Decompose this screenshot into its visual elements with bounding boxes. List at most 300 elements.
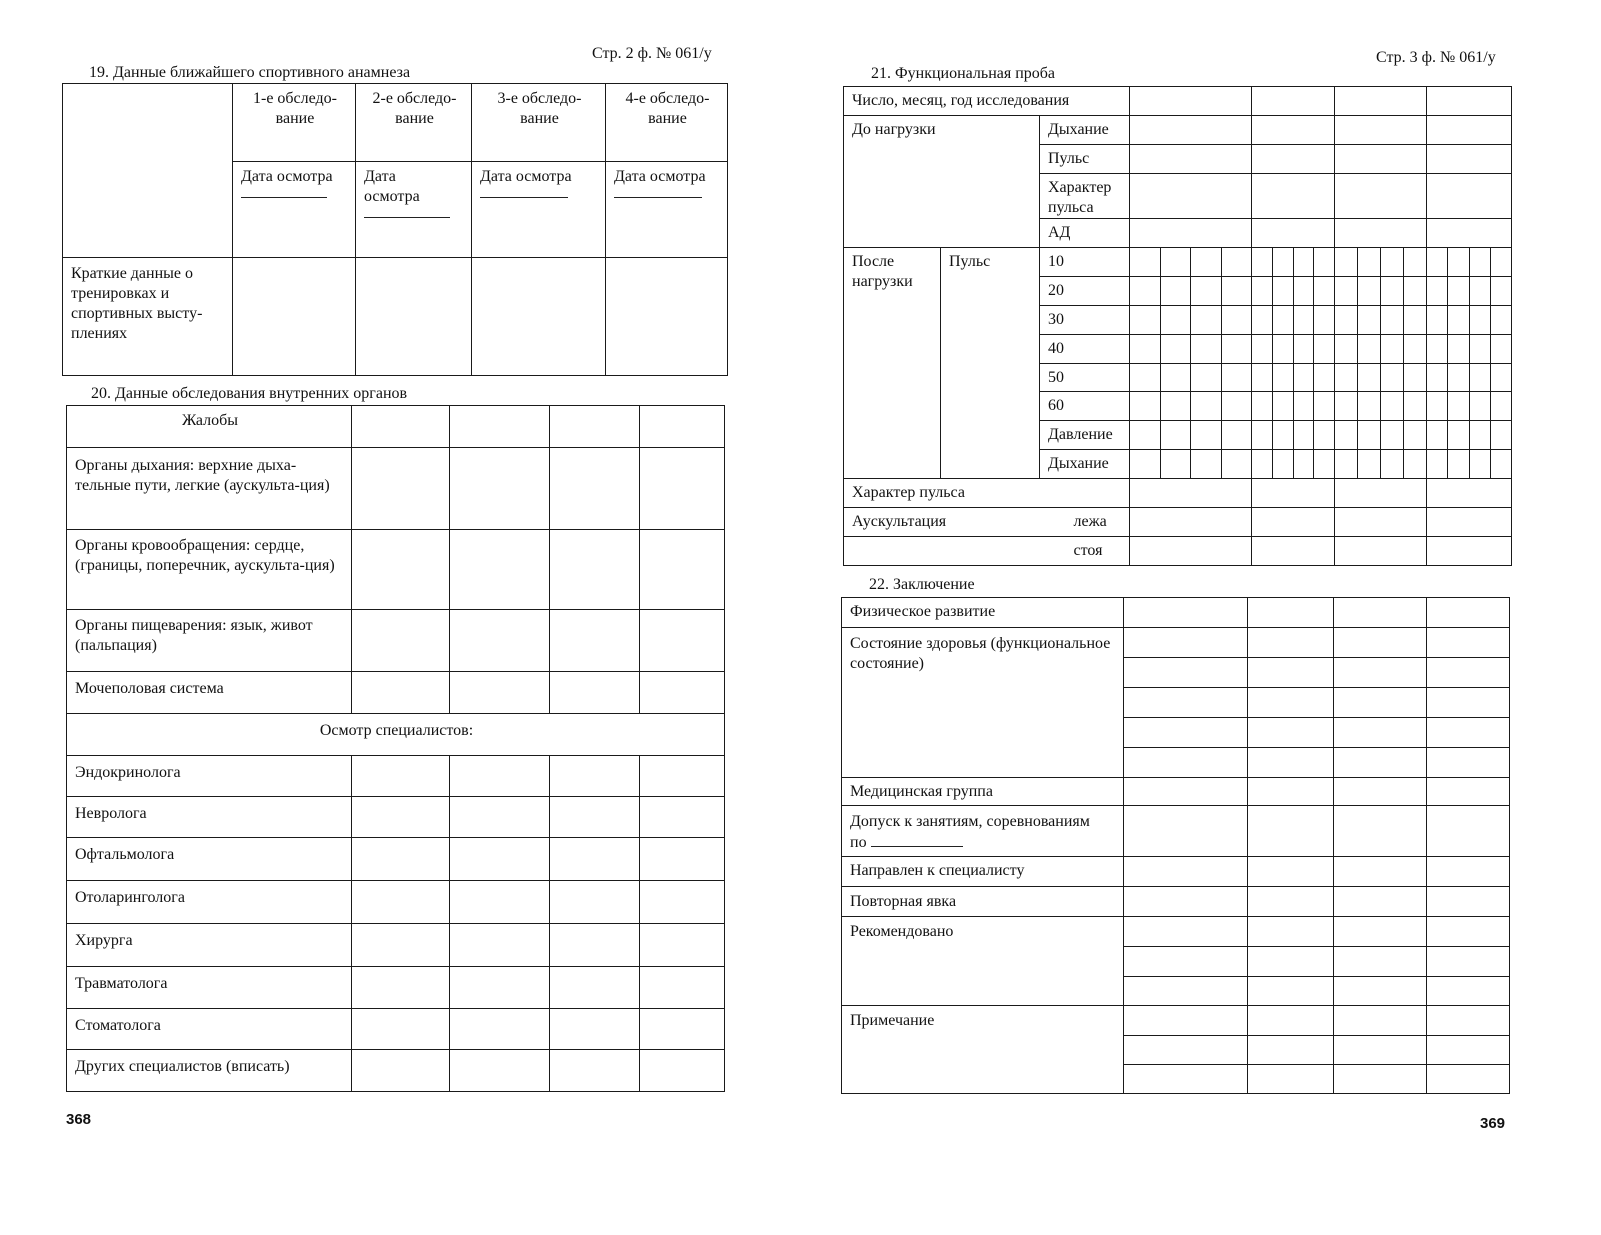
conclusion-cell[interactable] [1248,598,1334,628]
test-value-cell[interactable] [1427,479,1512,508]
test-value-subcell[interactable] [1381,248,1404,277]
test-value-cell[interactable] [1252,219,1335,248]
page-number-right: 369 [1480,1115,1506,1132]
conclusion-cell[interactable] [1427,748,1510,778]
test-value-subcell[interactable] [1335,392,1358,421]
test-value-subcell[interactable] [1191,421,1222,450]
conclusion-cell[interactable] [1334,688,1427,718]
organ-exam-cell[interactable] [640,448,725,530]
conclusion-cell[interactable] [1248,658,1334,688]
test-value-subcell[interactable] [1335,306,1358,335]
test-value-subcell[interactable] [1160,248,1191,277]
specialist-exam-cell[interactable] [640,1050,725,1092]
specialist-exam-cell[interactable] [352,924,450,967]
test-value-subcell[interactable] [1335,364,1358,392]
test-value-subcell[interactable] [1314,306,1335,335]
test-value-cell[interactable] [1335,479,1427,508]
specialist-exam-cell[interactable] [640,924,725,967]
test-value-cell[interactable] [1335,219,1427,248]
test-value-subcell[interactable] [1160,392,1191,421]
organ-exam-cell[interactable] [550,448,640,530]
conclusion-cell[interactable] [1427,658,1510,688]
organ-exam-cell[interactable] [550,610,640,672]
test-value-subcell[interactable] [1358,248,1381,277]
test-value-subcell[interactable] [1130,248,1161,277]
organ-exam-cell[interactable] [352,448,450,530]
exam-date-cell[interactable] [356,162,472,258]
test-value-subcell[interactable] [1252,277,1273,306]
test-value-subcell[interactable] [1293,364,1314,392]
organ-exam-cell[interactable] [640,610,725,672]
conclusion-cell[interactable] [1334,1065,1427,1094]
test-value-subcell[interactable] [1272,248,1293,277]
test-value-subcell[interactable] [1272,421,1293,450]
specialist-exam-cell[interactable] [352,881,450,924]
exam-date-blank[interactable] [241,187,327,198]
organ-exam-cell[interactable] [640,672,725,714]
test-value-cell[interactable] [1130,219,1252,248]
test-value-subcell[interactable] [1381,392,1404,421]
test-value-subcell[interactable] [1427,277,1448,306]
conclusion-cell[interactable] [1124,718,1248,748]
test-value-subcell[interactable] [1252,450,1273,479]
test-value-cell[interactable] [1130,537,1252,566]
test-value-subcell[interactable] [1469,392,1490,421]
test-value-subcell[interactable] [1130,335,1161,364]
test-value-subcell[interactable] [1314,248,1335,277]
conclusion-cell[interactable] [1334,748,1427,778]
test-value-cell[interactable] [1130,174,1252,219]
conclusion-cell[interactable] [1124,1006,1248,1036]
conclusion-cell[interactable] [1248,628,1334,658]
conclusion-cell[interactable] [1248,688,1334,718]
test-value-subcell[interactable] [1381,364,1404,392]
organ-exam-cell[interactable] [640,530,725,610]
test-value-subcell[interactable] [1469,364,1490,392]
test-value-subcell[interactable] [1448,248,1469,277]
test-value-subcell[interactable] [1469,335,1490,364]
test-value-cell[interactable] [1335,508,1427,537]
training-summary-cell[interactable] [356,258,472,376]
test-value-cell[interactable] [1130,145,1252,174]
test-value-subcell[interactable] [1221,277,1252,306]
test-value-subcell[interactable] [1448,421,1469,450]
conclusion-cell[interactable] [1334,1036,1427,1065]
conclusion-cell[interactable] [1334,947,1427,977]
specialist-exam-cell[interactable] [352,967,450,1009]
conclusion-cell[interactable] [1248,718,1334,748]
test-value-subcell[interactable] [1381,450,1404,479]
test-value-subcell[interactable] [1448,450,1469,479]
specialist-exam-cell[interactable] [640,1009,725,1050]
test-value-subcell[interactable] [1358,364,1381,392]
test-value-subcell[interactable] [1191,450,1222,479]
organ-exam-cell[interactable] [550,530,640,610]
organ-exam-cell[interactable] [640,406,725,448]
test-value-subcell[interactable] [1314,421,1335,450]
conclusion-cell[interactable] [1427,917,1510,947]
conclusion-cell[interactable] [1124,658,1248,688]
test-value-subcell[interactable] [1381,421,1404,450]
conclusion-cell[interactable] [1427,688,1510,718]
test-value-subcell[interactable] [1252,335,1273,364]
test-value-subcell[interactable] [1314,277,1335,306]
note-label: Примечание [842,1006,1124,1094]
conclusion-cell[interactable] [1124,947,1248,977]
specialist-exam-cell[interactable] [450,1009,550,1050]
test-value-subcell[interactable] [1130,392,1161,421]
test-value-subcell[interactable] [1490,277,1511,306]
conclusion-cell[interactable] [1248,778,1334,806]
organ-exam-cell[interactable] [352,672,450,714]
organ-exam-cell[interactable] [450,406,550,448]
conclusion-cell[interactable] [1248,1065,1334,1094]
conclusion-cell[interactable] [1248,748,1334,778]
test-value-cell[interactable] [1252,508,1335,537]
specialist-exam-cell[interactable] [640,797,725,838]
specialist-exam-cell[interactable] [640,881,725,924]
specialist-exam-cell[interactable] [640,967,725,1009]
test-value-cell[interactable] [1335,145,1427,174]
test-value-subcell[interactable] [1272,335,1293,364]
conclusion-cell[interactable] [1427,887,1510,917]
conclusion-cell[interactable] [1124,778,1248,806]
test-value-cell[interactable] [1252,479,1335,508]
test-value-subcell[interactable] [1272,306,1293,335]
organ-exam-cell[interactable] [450,530,550,610]
test-value-subcell[interactable] [1381,335,1404,364]
specialist-exam-cell[interactable] [640,756,725,797]
test-value-cell[interactable] [1427,174,1512,219]
exam-date-blank[interactable] [480,187,568,198]
conclusion-cell[interactable] [1124,628,1248,658]
test-value-subcell[interactable] [1404,450,1427,479]
conclusion-cell[interactable] [1334,857,1427,887]
exam-date-blank[interactable] [614,187,702,198]
specialist-exam-cell[interactable] [550,797,640,838]
test-value-subcell[interactable] [1404,277,1427,306]
physical-development-label: Физическое развитие [842,598,1124,628]
test-value-cell[interactable] [1252,174,1335,219]
test-value-subcell[interactable] [1469,421,1490,450]
conclusion-cell[interactable] [1124,977,1248,1006]
test-value-cell[interactable] [1130,479,1252,508]
conclusion-cell[interactable] [1124,806,1248,857]
test-value-subcell[interactable] [1427,306,1448,335]
organ-exam-cell[interactable] [550,406,640,448]
conclusion-cell[interactable] [1427,857,1510,887]
test-value-subcell[interactable] [1427,421,1448,450]
test-value-subcell[interactable] [1191,248,1222,277]
specialist-exam-cell[interactable] [550,1050,640,1092]
specialist-label: Невролога [67,797,352,838]
test-value-subcell[interactable] [1293,335,1314,364]
test-value-subcell[interactable] [1469,306,1490,335]
auscultation-label: Аускультация [844,508,1040,537]
test-value-subcell[interactable] [1314,364,1335,392]
test-value-cell[interactable] [1252,116,1335,145]
test-value-subcell[interactable] [1221,421,1252,450]
test-value-subcell[interactable] [1252,248,1273,277]
test-value-subcell[interactable] [1272,364,1293,392]
test-value-cell[interactable] [1427,219,1512,248]
organ-exam-cell[interactable] [550,672,640,714]
conclusion-cell[interactable] [1427,1065,1510,1094]
test-value-subcell[interactable] [1427,364,1448,392]
test-value-subcell[interactable] [1427,335,1448,364]
test-value-cell[interactable] [1335,87,1427,116]
conclusion-cell[interactable] [1334,977,1427,1006]
test-value-subcell[interactable] [1191,277,1222,306]
test-value-subcell[interactable] [1358,277,1381,306]
test-value-subcell[interactable] [1448,277,1469,306]
test-value-subcell[interactable] [1130,421,1161,450]
conclusion-cell[interactable] [1248,1036,1334,1065]
test-value-subcell[interactable] [1160,306,1191,335]
conclusion-cell[interactable] [1124,688,1248,718]
conclusion-cell[interactable] [1248,917,1334,947]
test-value-subcell[interactable] [1469,248,1490,277]
test-value-cell[interactable] [1427,537,1512,566]
conclusion-cell[interactable] [1427,598,1510,628]
conclusion-cell[interactable] [1427,977,1510,1006]
test-value-subcell[interactable] [1427,248,1448,277]
sport-name-blank[interactable] [871,832,963,847]
test-value-subcell[interactable] [1381,277,1404,306]
test-value-subcell[interactable] [1358,335,1381,364]
conclusion-cell[interactable] [1248,887,1334,917]
test-value-subcell[interactable] [1404,364,1427,392]
exam-date-cell[interactable] [472,162,606,258]
test-value-subcell[interactable] [1130,364,1161,392]
test-value-subcell[interactable] [1469,277,1490,306]
test-value-cell[interactable] [1427,145,1512,174]
test-value-subcell[interactable] [1490,306,1511,335]
test-value-subcell[interactable] [1335,335,1358,364]
conclusion-cell[interactable] [1248,977,1334,1006]
test-value-subcell[interactable] [1490,248,1511,277]
test-value-cell[interactable] [1335,537,1427,566]
specialist-exam-cell[interactable] [450,924,550,967]
conclusion-cell[interactable] [1334,658,1427,688]
test-value-subcell[interactable] [1404,392,1427,421]
test-value-subcell[interactable] [1358,306,1381,335]
test-value-subcell[interactable] [1404,306,1427,335]
conclusion-cell[interactable] [1124,1036,1248,1065]
specialist-exam-cell[interactable] [450,797,550,838]
specialist-exam-cell[interactable] [550,756,640,797]
test-value-subcell[interactable] [1221,306,1252,335]
test-value-cell[interactable] [1427,116,1512,145]
test-value-subcell[interactable] [1221,248,1252,277]
pulse-character-label: Характер пульса [844,479,1130,508]
conclusion-cell[interactable] [1124,748,1248,778]
specialist-exam-cell[interactable] [352,756,450,797]
test-value-subcell[interactable] [1160,421,1191,450]
conclusion-cell[interactable] [1124,857,1248,887]
training-summary-cell[interactable] [472,258,606,376]
conclusion-cell[interactable] [1124,1065,1248,1094]
conclusion-cell[interactable] [1248,1006,1334,1036]
test-value-subcell[interactable] [1272,450,1293,479]
conclusion-cell[interactable] [1334,628,1427,658]
test-value-subcell[interactable] [1130,306,1161,335]
test-value-subcell[interactable] [1490,450,1511,479]
organ-exam-cell[interactable] [352,406,450,448]
specialist-exam-cell[interactable] [550,881,640,924]
test-value-cell[interactable] [1252,145,1335,174]
conclusion-cell[interactable] [1248,857,1334,887]
test-value-subcell[interactable] [1191,306,1222,335]
conclusion-cell[interactable] [1334,887,1427,917]
test-value-cell[interactable] [1335,174,1427,219]
test-value-subcell[interactable] [1335,421,1358,450]
conclusion-cell[interactable] [1427,778,1510,806]
specialist-exam-cell[interactable] [450,838,550,881]
test-value-cell[interactable] [1130,87,1252,116]
test-value-subcell[interactable] [1293,392,1314,421]
test-value-subcell[interactable] [1293,421,1314,450]
specialist-exam-cell[interactable] [550,924,640,967]
test-value-subcell[interactable] [1252,421,1273,450]
specialist-exam-cell[interactable] [352,797,450,838]
conclusion-cell[interactable] [1334,598,1427,628]
specialist-exam-cell[interactable] [450,756,550,797]
sports-admission-label: Допуск к занятиям, соревнованиям по [842,806,1124,857]
test-value-subcell[interactable] [1314,450,1335,479]
test-value-cell[interactable] [1335,116,1427,145]
test-value-subcell[interactable] [1469,450,1490,479]
test-value-subcell[interactable] [1404,248,1427,277]
test-value-subcell[interactable] [1191,364,1222,392]
conclusion-cell[interactable] [1427,947,1510,977]
test-value-subcell[interactable] [1130,450,1161,479]
conclusion-cell[interactable] [1427,806,1510,857]
test-value-subcell[interactable] [1335,248,1358,277]
specialists-header: Осмотр специалистов: [67,714,725,756]
specialist-exam-cell[interactable] [450,881,550,924]
conclusion-cell[interactable] [1124,598,1248,628]
conclusion-cell[interactable] [1427,718,1510,748]
specialist-exam-cell[interactable] [640,838,725,881]
specialist-label: Стоматолога [67,1009,352,1050]
conclusion-cell[interactable] [1427,628,1510,658]
test-value-subcell[interactable] [1314,335,1335,364]
specialist-exam-cell[interactable] [550,1009,640,1050]
training-summary-cell[interactable] [233,258,356,376]
specialist-exam-cell[interactable] [352,1050,450,1092]
conclusion-cell[interactable] [1248,947,1334,977]
after-load-label: После нагрузки [844,248,941,479]
test-value-subcell[interactable] [1448,392,1469,421]
specialist-exam-cell[interactable] [450,1050,550,1092]
test-value-cell[interactable] [1427,87,1512,116]
test-value-cell[interactable] [1252,537,1335,566]
test-value-subcell[interactable] [1404,421,1427,450]
test-value-subcell[interactable] [1252,364,1273,392]
training-summary-cell[interactable] [606,258,728,376]
conclusion-cell[interactable] [1427,1006,1510,1036]
specialist-exam-cell[interactable] [352,1009,450,1050]
test-value-subcell[interactable] [1490,421,1511,450]
test-value-subcell[interactable] [1490,364,1511,392]
conclusion-cell[interactable] [1334,1006,1427,1036]
test-value-subcell[interactable] [1160,450,1191,479]
test-value-subcell[interactable] [1293,450,1314,479]
test-value-cell[interactable] [1427,508,1512,537]
test-value-subcell[interactable] [1358,392,1381,421]
organ-exam-cell[interactable] [352,610,450,672]
organ-exam-cell[interactable] [450,448,550,530]
specialist-exam-cell[interactable] [352,838,450,881]
test-value-subcell[interactable] [1427,450,1448,479]
exam-date-blank[interactable] [364,207,450,218]
test-value-subcell[interactable] [1490,392,1511,421]
test-value-subcell[interactable] [1381,306,1404,335]
test-value-subcell[interactable] [1221,450,1252,479]
conclusion-cell[interactable] [1248,806,1334,857]
test-value-subcell[interactable] [1293,306,1314,335]
test-value-subcell[interactable] [1293,248,1314,277]
exam-date-cell[interactable] [606,162,728,258]
conclusion-cell[interactable] [1334,778,1427,806]
test-value-cell[interactable] [1130,508,1252,537]
test-value-subcell[interactable] [1252,306,1273,335]
test-value-subcell[interactable] [1272,277,1293,306]
test-value-subcell[interactable] [1358,421,1381,450]
organ-exam-cell[interactable] [352,530,450,610]
test-value-subcell[interactable] [1448,364,1469,392]
test-value-subcell[interactable] [1191,392,1222,421]
test-value-subcell[interactable] [1404,335,1427,364]
specialist-exam-cell[interactable] [550,838,640,881]
test-value-subcell[interactable] [1221,392,1252,421]
test-value-subcell[interactable] [1427,392,1448,421]
exam-date-cell[interactable] [233,162,356,258]
test-value-subcell[interactable] [1358,450,1381,479]
conclusion-cell[interactable] [1334,718,1427,748]
test-value-subcell[interactable] [1448,335,1469,364]
test-value-subcell[interactable] [1130,277,1161,306]
test-value-subcell[interactable] [1221,364,1252,392]
conclusion-cell[interactable] [1124,917,1248,947]
test-value-subcell[interactable] [1293,277,1314,306]
test-value-subcell[interactable] [1272,392,1293,421]
conclusion-cell[interactable] [1334,917,1427,947]
test-value-subcell[interactable] [1160,335,1191,364]
test-value-subcell[interactable] [1314,392,1335,421]
specialist-exam-cell[interactable] [450,967,550,1009]
test-value-subcell[interactable] [1335,450,1358,479]
test-value-subcell[interactable] [1160,277,1191,306]
test-value-subcell[interactable] [1191,335,1222,364]
test-value-subcell[interactable] [1160,364,1191,392]
after-load-item: 10 [1040,248,1130,277]
conclusion-cell[interactable] [1124,887,1248,917]
conclusion-cell[interactable] [1427,1036,1510,1065]
test-value-cell[interactable] [1252,87,1335,116]
test-value-cell[interactable] [1130,116,1252,145]
organ-exam-cell[interactable] [450,672,550,714]
conclusion-cell[interactable] [1334,806,1427,857]
test-value-subcell[interactable] [1335,277,1358,306]
organ-exam-cell[interactable] [450,610,550,672]
test-value-subcell[interactable] [1448,306,1469,335]
test-value-subcell[interactable] [1490,335,1511,364]
test-value-subcell[interactable] [1221,335,1252,364]
test-value-subcell[interactable] [1252,392,1273,421]
specialist-exam-cell[interactable] [550,967,640,1009]
